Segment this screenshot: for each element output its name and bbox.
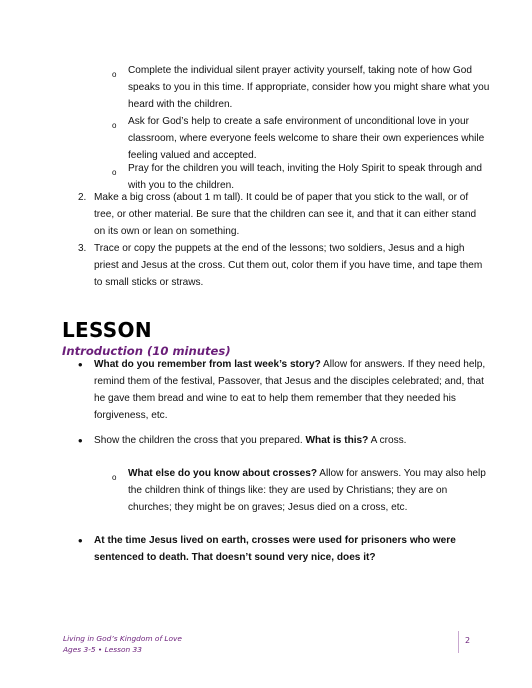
bullet-marker: • (78, 433, 83, 448)
question-text: What else do you know about crosses? (128, 468, 318, 479)
introduction-heading: Introduction (10 minutes) (62, 344, 231, 358)
sub-bullet-marker: o (112, 473, 117, 482)
prep-subitem-safe-environment: Ask for God’s help to create a safe environment of unconditional love in your classroom, where everyone feels welcome to share their own experiences while feeling valued and accepted. (128, 116, 485, 161)
instruction-text: Allow for answers. You may also help the children think of things like: they are used by Christians; they are on churches; they might be on graves; Jesus died on a cross, etc. (128, 468, 486, 513)
instruction-text: Show the children the cross that you prepared. (94, 435, 306, 446)
list-number: 2. (78, 192, 87, 203)
prep-item-puppets: Trace or copy the puppets at the end of the lessons; two soldiers, Jesus and a high priest and Jesus at the cross. Cut them out, color them if you have time, and tape them to small sticks or straws. (94, 243, 483, 288)
prep-subitem-pray-for-children: Pray for the children you will teach, inviting the Holy Spirit to speak through and with you to the children. (128, 163, 483, 191)
lesson-bullet-crosses-history (94, 532, 486, 566)
page-footer (63, 633, 182, 655)
footer-divider (458, 631, 459, 653)
page-number: 2 (465, 636, 471, 645)
footer-subtitle: Ages 3-5 • Lesson 33 (63, 645, 142, 654)
sub-bullet-marker: o (112, 168, 117, 177)
lesson-subitem-crosses (128, 465, 486, 516)
prep-subitem-prayer-activity: Complete the individual silent prayer activity yourself, taking note of how God speaks to you in this time. If appropriate, consider how you might share what you heard with the children. (128, 65, 490, 110)
sub-bullet-marker: o (112, 70, 117, 79)
list-number: 3. (78, 243, 87, 254)
bullet-marker: • (78, 533, 83, 548)
question-text: What do you remember from last week’s story? (94, 359, 321, 370)
answer-text: A cross. (368, 435, 407, 446)
sub-bullet-marker: o (112, 121, 117, 130)
lesson-heading: LESSON (62, 318, 152, 342)
statement-text: At the time Jesus lived on earth, crosses were used for prisoners who were sentenced to death. That doesn’t sound very nice, does it? (94, 535, 456, 563)
instruction-text: Allow for answers. If they need help, remind them of the festival, Passover, that Jesus and the disciples celebrated; and, that he gave them bread and wine to eat to help them remember that they needed his forgiveness, etc. (94, 359, 486, 421)
footer-title: Living in God’s Kingdom of Love (63, 634, 182, 643)
bullet-marker: • (78, 357, 83, 372)
lesson-bullet-show-cross (94, 432, 486, 449)
question-text: What is this? (305, 435, 369, 446)
lesson-bullet-remember (94, 356, 486, 424)
prep-item-make-cross: Make a big cross (about 1 m tall). It could be of paper that you stick to the wall, or of tree, or other material. Be sure that the children can see it, and that it can either stand on its own or lean on something. (94, 192, 477, 237)
